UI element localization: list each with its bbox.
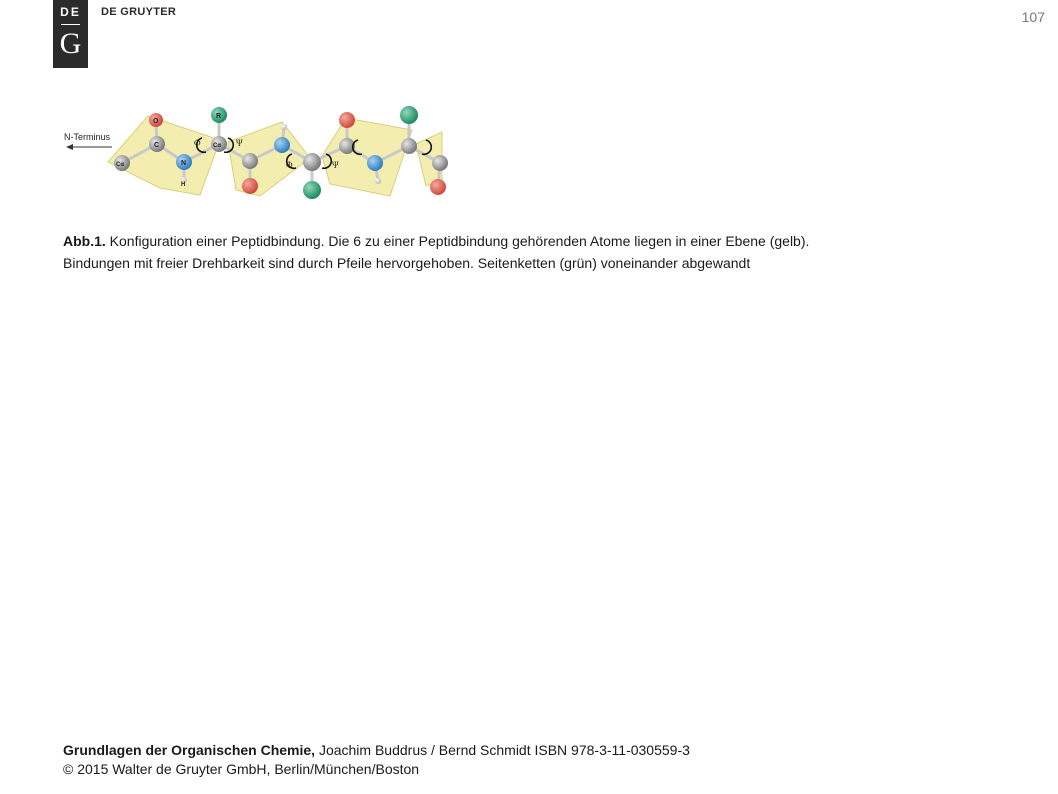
peptide-plane-1 bbox=[108, 116, 220, 195]
psi-label-1: Ψ bbox=[236, 138, 243, 148]
atom-o-3 bbox=[339, 112, 355, 128]
label-o-1: O bbox=[153, 118, 159, 125]
atom-h-2 bbox=[281, 124, 287, 130]
n-terminus-arrowhead bbox=[66, 144, 73, 150]
n-terminus-label: N-Terminus bbox=[64, 132, 111, 142]
peptide-plane-2 bbox=[228, 122, 310, 196]
atom-o-4 bbox=[430, 179, 446, 195]
label-c-1: C bbox=[154, 142, 160, 149]
phi-label-1: Φ bbox=[194, 138, 201, 148]
atom-o-2 bbox=[242, 178, 258, 194]
atom-n-2 bbox=[274, 137, 290, 153]
phi-label-2: Φ bbox=[286, 160, 293, 170]
page-number: 107 bbox=[1021, 9, 1045, 25]
label-ca-1: Cα bbox=[116, 162, 125, 168]
logo-divider bbox=[61, 24, 80, 25]
footer-book-title: Grundlagen der Organischen Chemie, bbox=[63, 742, 316, 758]
atom-h-3 bbox=[375, 178, 381, 184]
publisher-name: DE GRUYTER bbox=[101, 6, 177, 18]
figure-caption bbox=[63, 230, 963, 274]
atom-r-3 bbox=[400, 106, 418, 124]
atom-ca-3 bbox=[303, 153, 321, 171]
logo-g-text: G bbox=[59, 27, 82, 60]
caption-line2: Bindungen mit freier Drehbarkeit sind durch Pfeile hervorgehoben. Seitenketten (grün) voneinander abgewandt bbox=[63, 255, 751, 271]
psi-label-2: Ψ bbox=[332, 160, 339, 170]
label-r-1: R bbox=[216, 113, 222, 120]
atom-n-3 bbox=[367, 155, 383, 171]
caption-line1: Konfiguration einer Peptidbindung. Die 6 zu einer Peptidbindung gehörenden Atome liegen in einer Ebene (gelb). bbox=[105, 233, 810, 249]
page-footer bbox=[63, 741, 690, 779]
atom-c-4 bbox=[432, 155, 448, 171]
caption-label: Abb.1. bbox=[63, 233, 106, 249]
publisher-logo bbox=[53, 0, 88, 68]
logo-de-text: DE bbox=[60, 5, 81, 19]
label-n-1: N bbox=[181, 160, 187, 167]
footer-authors: Joachim Buddrus / Bernd Schmidt ISBN 978-3-11-030559-3 bbox=[315, 742, 690, 758]
peptide-bond-figure bbox=[60, 100, 460, 205]
label-h-1: H bbox=[181, 182, 186, 188]
footer-copyright: © 2015 Walter de Gruyter GmbH, Berlin/München/Boston bbox=[63, 761, 420, 777]
atom-ca-4 bbox=[401, 138, 417, 154]
label-ca-2: Cα bbox=[213, 143, 222, 149]
atom-c-2 bbox=[242, 153, 258, 169]
atom-r-2 bbox=[303, 181, 321, 199]
